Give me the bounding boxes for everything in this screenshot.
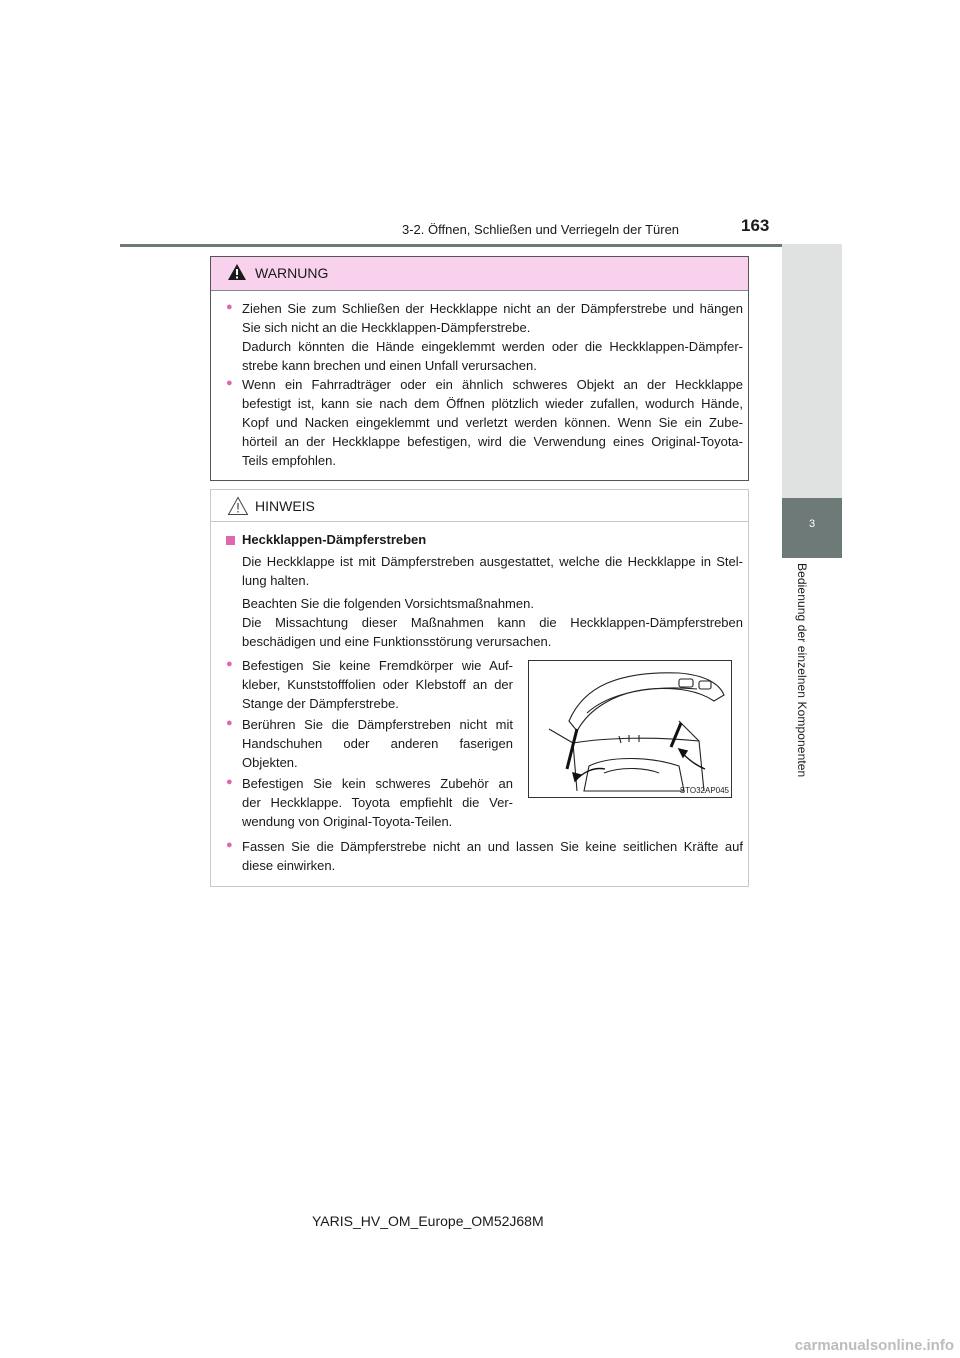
section-title: 3-2. Öffnen, Schließen und Verriegeln der Türen <box>402 222 680 237</box>
note-item-1 <box>242 656 513 713</box>
text-line: beschädigen und eine Funktionsstörung verursachen. <box>242 634 552 649</box>
warning-triangle-icon <box>227 263 247 281</box>
text-line: lung halten. <box>242 573 310 588</box>
note-subheading: Heckklappen-Dämpferstreben <box>242 532 427 547</box>
text-line: Die Missachtung dieser Maßnahmen kann die Heckklappen-Dämpferstreben <box>242 615 743 630</box>
chapter-number: 3 <box>808 518 816 530</box>
text-line: Fassen Sie die Dämpferstrebe nicht an und lassen Sie keine seitlichen Kräfte auf <box>242 839 743 854</box>
text-line: Befestigen Sie kein schweres Zubehör an <box>242 776 513 791</box>
note-item-3 <box>242 774 513 831</box>
note-caution <box>242 594 743 651</box>
tailgate-illustration <box>528 660 732 798</box>
note-intro <box>242 552 743 590</box>
footer-doc-id: YARIS_HV_OM_Europe_OM52J68M <box>312 1213 544 1229</box>
tailgate-strut-drawing <box>529 661 731 797</box>
bullet-icon: ● <box>226 301 233 313</box>
text-line: wendung von Original-Toyota-Teilen. <box>242 814 453 829</box>
bullet-icon: ● <box>226 377 233 389</box>
text-line: Objekten. <box>242 755 298 770</box>
bullet-icon: ● <box>226 839 233 851</box>
header-rule <box>120 244 841 247</box>
text-line: kleber, Kunststofffolien oder Klebstoff an der <box>242 677 513 692</box>
note-header <box>211 490 748 522</box>
note-title: HINWEIS <box>255 498 315 514</box>
text-line: Kopf und Nacken eingeklemmt und verletzt werden können. Wenn Sie ein Zube- <box>242 415 743 430</box>
text-line: hörteil an der Heckklappe befestigen, wird die Verwendung eines Original-Toyota- <box>242 434 743 449</box>
warning-box <box>210 256 749 481</box>
text-line: diese einwirken. <box>242 858 336 873</box>
warning-item-2 <box>242 375 743 470</box>
text-line: Wenn ein Fahrradträger oder ein ähnlich schweres Objekt an der Heckklappe <box>242 377 743 392</box>
chapter-tab[interactable] <box>782 498 842 558</box>
text-line: Teils empfohlen. <box>242 453 336 468</box>
figure-code: STO32AP045 <box>679 786 729 795</box>
caution-triangle-icon <box>227 496 249 516</box>
watermark: carmanualsonline.info <box>794 1337 954 1354</box>
text-line: Stange der Dämpferstrebe. <box>242 696 399 711</box>
text-line: befestigt ist, kann sie nach dem Öffnen plötzlich wieder zufallen, wodurch Hände, <box>242 396 743 411</box>
side-strip <box>782 244 842 498</box>
note-item-4 <box>242 837 743 875</box>
square-bullet-icon <box>226 536 235 545</box>
note-item-2 <box>242 715 513 772</box>
page-number: 163 <box>741 216 770 235</box>
warning-item-1 <box>242 299 743 375</box>
warning-header <box>211 257 748 291</box>
text-line: Die Heckklappe ist mit Dämpferstreben ausgestattet, welche die Heckklappe in Stel- <box>242 554 743 569</box>
text-line: Ziehen Sie zum Schließen der Heckklappe nicht an der Dämpferstrebe und hängen <box>242 301 743 316</box>
bullet-icon: ● <box>226 776 233 788</box>
warning-title: WARNUNG <box>255 265 329 281</box>
text-line: der Heckklappe. Toyota empfiehlt die Ver- <box>242 795 513 810</box>
text-line: Befestigen Sie keine Fremdkörper wie Auf- <box>242 658 513 673</box>
text-line: Handschuhen oder anderen faserigen <box>242 736 513 751</box>
text-line: Sie sich nicht an die Heckklappen-Dämpferstrebe. <box>242 320 531 335</box>
text-line: Beachten Sie die folgenden Vorsichtsmaßnahmen. <box>242 596 534 611</box>
text-line: Dadurch könnten die Hände eingeklemmt werden oder die Heckklappen-Dämpfer- <box>242 339 743 354</box>
bullet-icon: ● <box>226 658 233 670</box>
chapter-label: Bedienung der einzelnen Komponenten <box>795 563 809 778</box>
bullet-icon: ● <box>226 717 233 729</box>
text-line: strebe kann brechen und einen Unfall verursachen. <box>242 358 537 373</box>
text-line: Berühren Sie die Dämpferstreben nicht mit <box>242 717 513 732</box>
